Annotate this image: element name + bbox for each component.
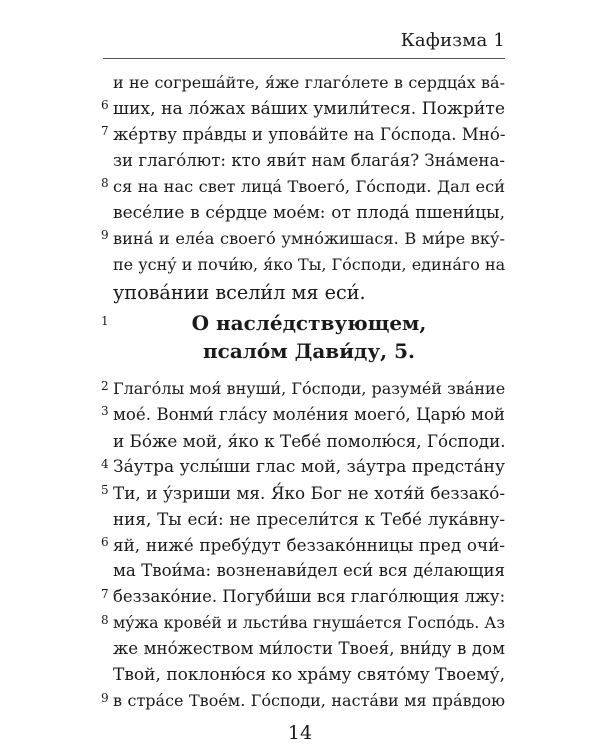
text-line: пе усну́ и почи́ю, я́ко Ты, Го́споди, едина́го на [113, 255, 506, 274]
verse-number: 7 [101, 587, 109, 601]
text-line: упова́нии всели́л мя еси́. [113, 281, 366, 304]
verse-number: 5 [101, 483, 109, 497]
header-rule [103, 58, 505, 59]
verse-number: 8 [101, 613, 109, 627]
text-line: ния, Ты еси́: не пресели́тся к Тебе́ лука́вну- [113, 509, 505, 529]
text-line: беззако́ние. Погуби́ши вся глаго́лющия лжу: [113, 587, 506, 606]
running-header: Кафизма 1 [400, 30, 505, 51]
verse-number: 9 [101, 228, 109, 242]
text-line: же мно́жеством ми́лости Твоея́, вни́ду в дом [113, 639, 505, 658]
text-line: мое́. Вонми́ гла́су моле́ния моего́, Царю́ мой [113, 405, 505, 424]
text-line: вина́ и еле́а своего́ умно́жишася. В ми́ре вку́- [113, 229, 505, 248]
text-line: ся на нас свет лица́ Твоего́, Го́споди. Дал еси́ [113, 177, 505, 196]
verse-number: 1 [101, 314, 109, 328]
text-line: За́утра услы́ши глас мой, за́утра предста́ну [113, 457, 505, 477]
verse-number: 6 [101, 98, 109, 112]
verse-number: 6 [101, 535, 109, 549]
text-line: и не согреша́йте, я́же глаго́лете в сердца́х ва́- [113, 73, 505, 92]
text-line: весе́лие в се́рдце мое́м: от плода́ пшени́цы, [113, 203, 505, 223]
verse-number: 9 [101, 691, 109, 705]
verse-number: 2 [101, 379, 109, 393]
verse-number: 3 [101, 404, 109, 418]
text-line: Твой, поклоню́ся ко хра́му свято́му Твоему́, [113, 665, 505, 685]
text-line: ших, на ло́жах ва́ших умили́теся. Пожри́те [113, 99, 505, 119]
psalm-heading-line1: О насле́дствующем, [191, 311, 427, 335]
text-line: же́ртву пра́вды и упова́йте на Го́спода. Мно́- [113, 125, 506, 144]
text-line: и Бо́же мой, я́ко к Тебе́ помолю́ся, Го́споди. [113, 431, 506, 451]
text-line: Ти, и у́зриши мя. Я́ко Бог не хотя́й беззако́- [113, 483, 505, 503]
text-line: му́жа крове́й и льсти́ва гнуша́ется Госпо́дь. Аз [113, 613, 505, 632]
text-line: яй, ниже́ пребу́дут беззако́нницы пред очи́- [113, 535, 505, 555]
verse-number: 7 [101, 124, 109, 138]
text-line: зи глаго́лют: кто яви́т нам блага́я? Зна́мена- [113, 151, 505, 170]
psalm-heading-line2: псало́м Дави́ду, 5. [203, 339, 415, 363]
page-number: 14 [287, 722, 313, 744]
text-line: в стра́се Твое́м. Го́споди, наста́ви мя пра́вдою [113, 691, 505, 710]
verse-number: 8 [101, 176, 109, 190]
text-line: ма Твои́ма: возненави́дел еси́ вся де́лающия [113, 561, 505, 580]
verse-number: 4 [101, 457, 109, 471]
text-line: Глаго́лы моя́ внуши́, Го́споди, разуме́й зва́ние [113, 379, 506, 398]
